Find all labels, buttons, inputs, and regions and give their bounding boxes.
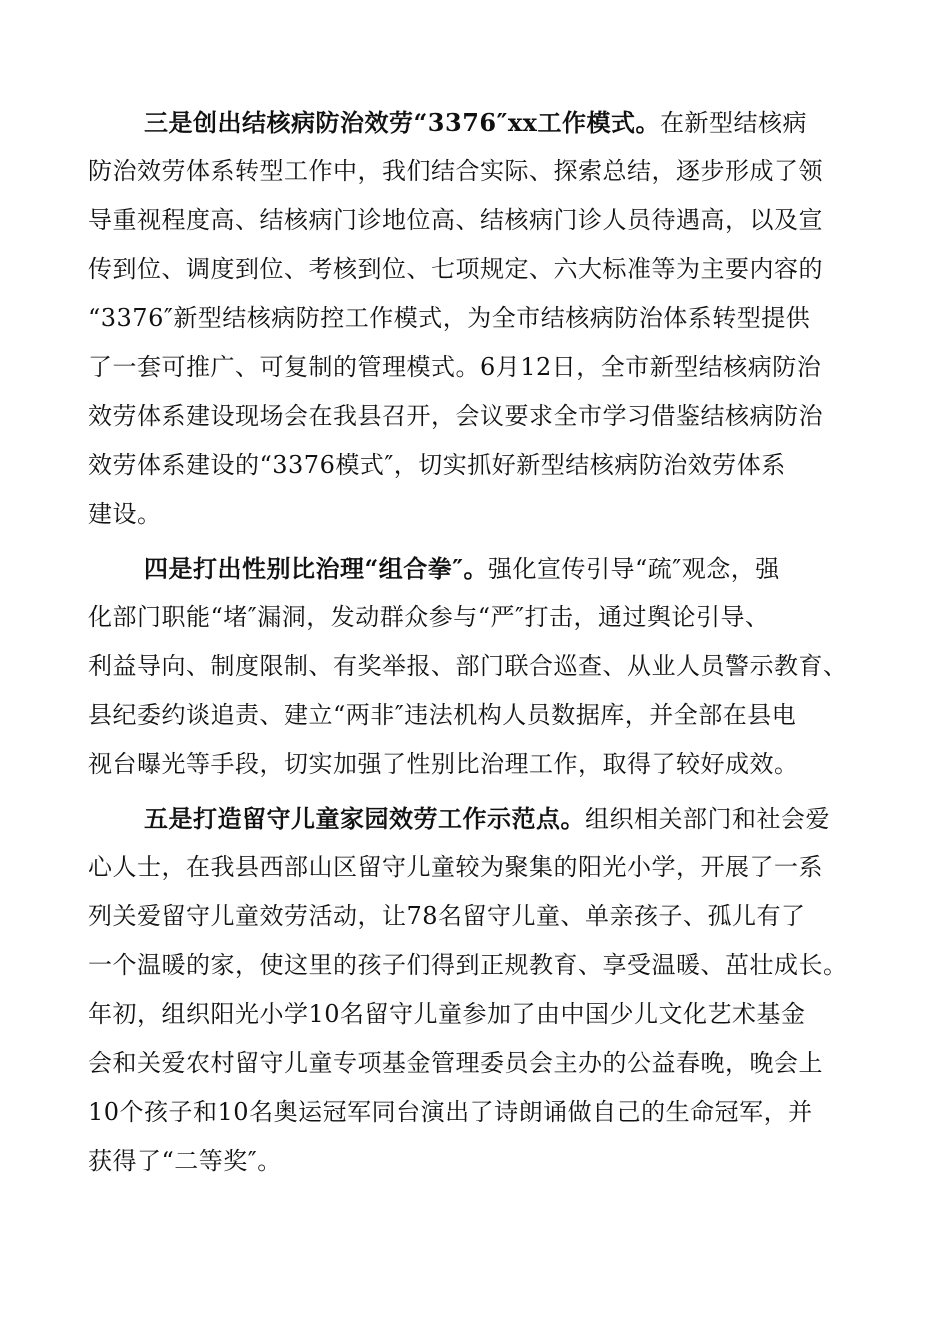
paragraph-lead: 四是打出性别比治理“组合拳″。	[144, 554, 489, 583]
paragraph-left-behind-children	[88, 794, 878, 1186]
paragraph-text: 强化宣传引导“疏″观念，强	[488, 555, 780, 583]
paragraph-line: 传到位、调度到位、考核到位、七项规定、六大标准等为主要内容的	[88, 255, 823, 283]
paragraph-text: 组织相关部门和社会爱	[585, 805, 830, 833]
paragraph-first-line	[88, 544, 878, 593]
paragraph-line: 导重视程度高、结核病门诊地位高、结核病门诊人员待遇高，以及宣	[88, 206, 823, 234]
paragraph-line: “3376″新型结核病防控工作模式，为全市结核病防治体系转型提供	[88, 304, 811, 332]
paragraph-line: 心人士，在我县西部山区留守儿童较为聚集的阳光小学，开展了一系	[88, 853, 823, 881]
paragraph-gender-ratio	[88, 544, 878, 789]
paragraph-line: 列关爱留守儿童效劳活动，让78名留守儿童、单亲孩子、孤儿有了	[88, 902, 806, 930]
paragraph-line: 一个温暖的家，使这里的孩子们得到正规教育、享受温暖、茁壮成长。	[88, 951, 848, 979]
paragraph-line: 县纪委约谈追责、建立“两非″违法机构人员数据库，并全部在县电	[88, 701, 797, 729]
paragraph-line: 效劳体系建设的“3376模式″，切实抓好新型结核病防治效劳体系	[88, 451, 786, 479]
paragraph-line: 视台曝光等手段，切实加强了性别比治理工作，取得了较好成效。	[88, 750, 799, 778]
paragraph-line: 会和关爱农村留守儿童专项基金管理委员会主办的公益春晚，晚会上	[88, 1049, 823, 1077]
paragraph-line: 利益导向、制度限制、有奖举报、部门联合巡查、从业人员警示教育、	[88, 652, 848, 680]
paragraph-line: 了一套可推广、可复制的管理模式。6月12日，全市新型结核病防治	[88, 353, 822, 381]
paragraph-line: 年初，组织阳光小学10名留守儿童参加了由中国少儿文化艺术基金	[88, 1000, 806, 1028]
paragraph-line: 效劳体系建设现场会在我县召开，会议要求全市学习借鉴结核病防治	[88, 402, 823, 430]
paragraph-text: 在新型结核病	[659, 109, 807, 137]
paragraph-line: 化部门职能“堵″漏洞，发动群众参与“严″打击，通过舆论引导、	[88, 603, 770, 631]
paragraph-lead: 五是打造留守儿童家园效劳工作示范点。	[144, 804, 585, 833]
paragraph-lead: 三是创出结核病防治效劳“3376″xx工作模式。	[144, 108, 660, 137]
document-body	[88, 98, 878, 1186]
paragraph-line: 防治效劳体系转型工作中，我们结合实际、探索总结，逐步形成了领	[88, 157, 823, 185]
paragraph-line: 获得了“二等奖″。	[88, 1147, 282, 1175]
paragraph-first-line	[88, 98, 878, 147]
paragraph-tuberculosis-model	[88, 98, 878, 539]
paragraph-line: 10个孩子和10名奥运冠军同台演出了诗朗诵做自己的生命冠军，并	[88, 1098, 813, 1126]
paragraph-first-line	[88, 794, 878, 843]
paragraph-line: 建设。	[88, 500, 162, 528]
